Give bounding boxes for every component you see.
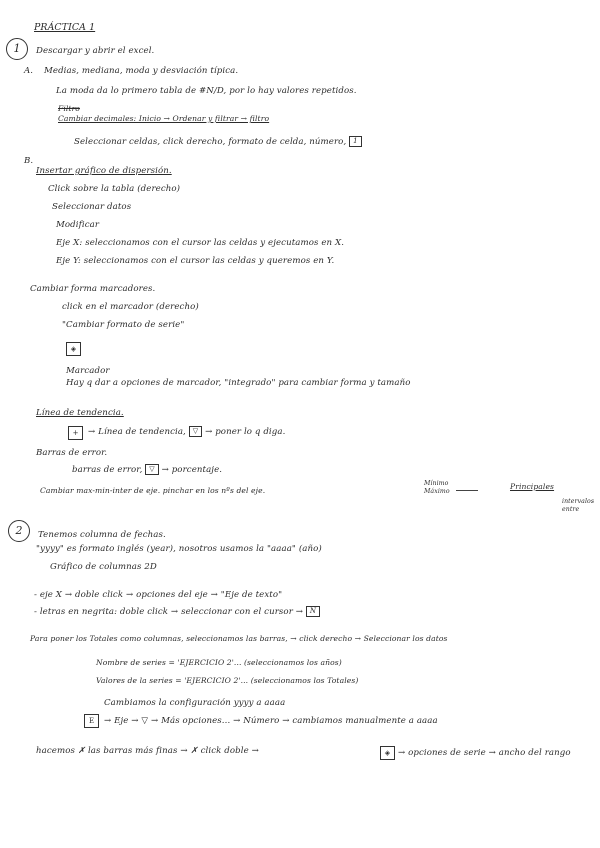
section-2-line-7: Nombre de series = 'EJERCICIO 2'... (seleccionamos los años)	[96, 658, 342, 667]
add-element-icon: +	[68, 426, 83, 440]
axis-intervals: intervalos entre	[562, 498, 595, 513]
format-line: Seleccionar celdas, click derecho, formato de celda, número, 1	[74, 136, 362, 147]
section-2-line-9: Cambiamos la configuración yyyy a aaaa	[104, 698, 286, 708]
format-number-box: 1	[349, 136, 362, 147]
section-2-line-1: Tenemos columna de fechas.	[38, 530, 166, 540]
item-b-line-3: Seleccionar datos	[52, 202, 132, 212]
section-2-number: 2	[8, 520, 30, 542]
axis-min-max: Mínimo Máximo	[424, 480, 450, 495]
section-2-line-10: → Eje → ▽ → Más opciones... → Número → cambiamos manualmente a aaaa	[104, 716, 438, 726]
section-1-intro: Descargar y abrir el excel.	[36, 46, 155, 56]
trend-options-box: ▽	[189, 426, 202, 437]
marker-line-3: "Cambiar formato de serie"	[62, 320, 185, 330]
error-line: barras de error, ▽ → porcentaje.	[72, 465, 223, 475]
item-a-text: Medias, mediana, moda y desviación típica.	[44, 66, 239, 76]
markers-head: Marcador	[66, 366, 110, 376]
item-b-line-6: Eje Y: seleccionamos con el cursor las celdas y queremos en Y.	[56, 256, 335, 266]
filter-line: Cambiar decimales: Inicio → Ordenar y filtrar → filtro	[58, 114, 270, 123]
section-1-number: 1	[6, 38, 28, 60]
filter-label: Filtro	[58, 104, 80, 113]
format-series-icon: ◈	[66, 342, 81, 356]
markers-text: Hay q dar a opciones de marcador, "integrado" para cambiar forma y tamaño	[66, 378, 411, 388]
axis-blank-line	[456, 490, 478, 491]
section-2-line-5: - letras en negrita: doble click → seleccionar con el cursor → N	[34, 606, 320, 617]
error-options-box: ▽	[145, 464, 158, 475]
section-2-line-2: "yyyy" es formato inglés (year), nosotros usamos la "aaaa" (año)	[36, 544, 322, 554]
item-b-line-2: Click sobre la tabla (derecho)	[48, 184, 181, 194]
series-format-icon: ◈	[380, 746, 395, 760]
item-a-label: A.	[24, 66, 34, 76]
bold-icon: N	[306, 606, 320, 617]
item-b-label: B.	[24, 156, 34, 166]
section-2-line-6: Para poner los Totales como columnas, seleccionamos las barras, → click derecho → Seleccionar los datos	[30, 634, 448, 643]
axis-icon: E	[84, 714, 99, 728]
item-a-note: La moda da lo primero tabla de #N/D, por lo hay valores repetidos.	[56, 86, 357, 96]
marker-line-1: Cambiar forma marcadores.	[30, 284, 156, 294]
section-2-line-8: Valores de la series = 'EJERCICIO 2'... (seleccionamos los Totales)	[96, 676, 359, 685]
section-2-line-4: - eje X → doble click → opciones del eje → "Eje de texto"	[34, 590, 283, 600]
item-b-line-1: Insertar gráfico de dispersión.	[36, 166, 172, 176]
item-b-line-4: Modificar	[56, 220, 100, 230]
section-2-line-12: → opciones de serie → ancho del rango	[398, 748, 571, 758]
page-title: PRÁCTICA 1	[34, 22, 96, 33]
marker-line-2: click en el marcador (derecho)	[62, 302, 199, 312]
axis-line: Cambiar max-min-inter de eje. pinchar en los nºs del eje.	[40, 486, 266, 495]
item-b-line-5: Eje X: seleccionamos con el cursor las celdas y ejecutamos en X.	[56, 238, 345, 248]
axis-major: Principales	[510, 482, 555, 491]
section-2-line-11: hacemos ✗ las barras más finas → ✗ click doble →	[36, 746, 259, 756]
trend-head: Línea de tendencia.	[36, 408, 124, 418]
section-2-line-3: Gráfico de columnas 2D	[50, 562, 157, 572]
trend-line: → Línea de tendencia, ▽ → poner lo q diga.	[88, 427, 286, 437]
error-head: Barras de error.	[36, 448, 108, 458]
